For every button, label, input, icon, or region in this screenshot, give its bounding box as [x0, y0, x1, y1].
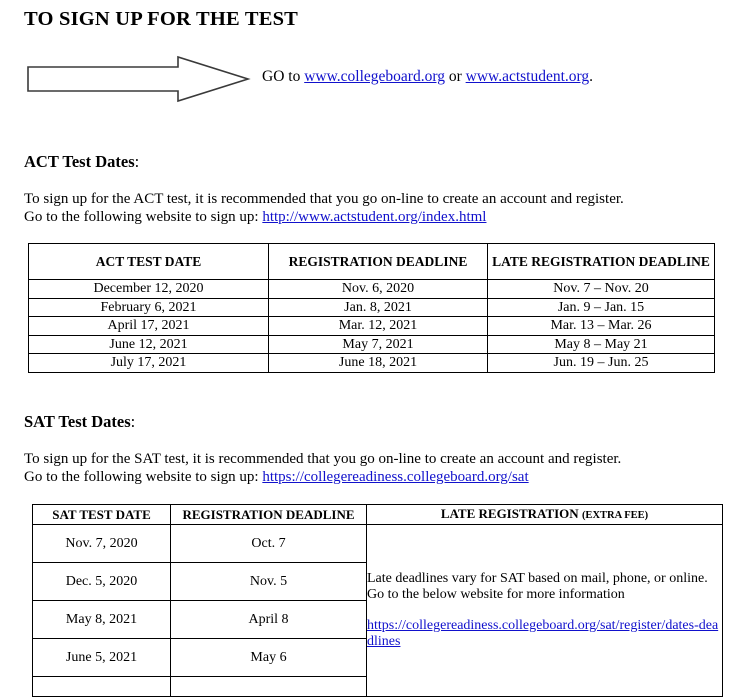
- sat-note-text: Late deadlines vary for SAT based on mail, phone, or online. Go to the below website for more information: [367, 570, 708, 602]
- sat-intro-line1: To sign up for the SAT test, it is recommended that you go on-line to create an account and register.: [24, 451, 622, 467]
- sat-intro-prefix: Go to the following website to sign up:: [24, 468, 263, 485]
- goto-suffix: .: [589, 68, 594, 85]
- table-row: [33, 525, 723, 563]
- act-col-header-test-date: ACT TEST DATE: [29, 244, 269, 280]
- sat-signup-link[interactable]: https://collegereadiness.collegeboard.org/sat: [262, 468, 529, 485]
- act-cell-registration-deadline: June 18, 2021: [269, 354, 488, 373]
- act-cell-late-registration: Nov. 7 – Nov. 20: [488, 280, 715, 299]
- sat-section-heading: [24, 412, 135, 432]
- act-cell-registration-deadline: Jan. 8, 2021: [269, 298, 488, 317]
- right-block-arrow-icon: [26, 55, 251, 103]
- act-cell-test-date: February 6, 2021: [29, 298, 269, 317]
- sat-intro-paragraph: [24, 451, 621, 486]
- act-heading-colon: :: [134, 152, 140, 171]
- act-heading-text: ACT Test Dates: [24, 152, 135, 171]
- collegeboard-link[interactable]: www.collegeboard.org: [304, 68, 445, 85]
- sat-dates-deadlines-link[interactable]: https://collegereadiness.collegeboard.org/sat/register/dates-deadlines: [367, 617, 719, 649]
- act-col-header-registration-deadline: REGISTRATION DEADLINE: [269, 244, 488, 280]
- sat-late-registration-main: LATE REGISTRATION: [440, 506, 582, 521]
- sat-test-dates-table: [32, 504, 723, 697]
- sat-intro-line2: [24, 469, 621, 487]
- act-cell-late-registration: Mar. 13 – Mar. 26: [488, 317, 715, 336]
- page-title: TO SIGN UP FOR THE TEST: [24, 8, 299, 30]
- act-intro-line2: [24, 209, 624, 227]
- table-row: [29, 280, 715, 299]
- act-cell-test-date: June 12, 2021: [29, 335, 269, 354]
- sat-cell-test-date: Dec. 5, 2020: [33, 563, 171, 601]
- sat-cell-test-date: Nov. 7, 2020: [33, 525, 171, 563]
- act-cell-test-date: July 17, 2021: [29, 354, 269, 373]
- sat-heading-text: SAT Test Dates: [24, 412, 131, 431]
- act-section-heading: [24, 152, 139, 172]
- act-intro-prefix: Go to the following website to sign up:: [24, 208, 263, 225]
- sat-heading-colon: :: [130, 412, 136, 431]
- sat-col-header-late-registration: [367, 505, 723, 525]
- act-signup-link[interactable]: http://www.actstudent.org/index.html: [262, 208, 487, 225]
- sat-table-header-row: [33, 505, 723, 525]
- sat-cell-registration-deadline: Oct. 7: [171, 525, 367, 563]
- sat-col-header-test-date: SAT TEST DATE: [33, 505, 171, 525]
- act-cell-late-registration: Jan. 9 – Jan. 15: [488, 298, 715, 317]
- act-col-header-late-registration-deadline: LATE REGISTRATION DEADLINE: [488, 244, 715, 280]
- table-row: [29, 354, 715, 373]
- sat-col-header-registration-deadline: REGISTRATION DEADLINE: [171, 505, 367, 525]
- actstudent-link[interactable]: www.actstudent.org: [465, 68, 590, 85]
- act-intro-paragraph: [24, 191, 624, 226]
- act-cell-late-registration: Jun. 19 – Jun. 25: [488, 354, 715, 373]
- act-cell-late-registration: May 8 – May 21: [488, 335, 715, 354]
- sat-cell-test-date: June 5, 2021: [33, 639, 171, 677]
- act-cell-test-date: December 12, 2020: [29, 280, 269, 299]
- act-cell-registration-deadline: Nov. 6, 2020: [269, 280, 488, 299]
- sat-cell-test-date-empty: [33, 677, 171, 697]
- table-row: [29, 335, 715, 354]
- goto-middle: or: [444, 68, 466, 85]
- act-test-dates-table: [28, 243, 715, 373]
- act-table-header-row: [29, 244, 715, 280]
- table-row: [29, 317, 715, 336]
- sat-late-registration-extra-fee: (EXTRA FEE): [581, 510, 649, 521]
- act-cell-registration-deadline: Mar. 12, 2021: [269, 317, 488, 336]
- sat-cell-registration-deadline-empty: [171, 677, 367, 697]
- act-intro-line1: To sign up for the ACT test, it is recommended that you go on-line to create an account and register.: [24, 191, 624, 207]
- act-cell-registration-deadline: May 7, 2021: [269, 335, 488, 354]
- sat-cell-registration-deadline: May 6: [171, 639, 367, 677]
- sat-cell-registration-deadline: Nov. 5: [171, 563, 367, 601]
- act-cell-test-date: April 17, 2021: [29, 317, 269, 336]
- sat-cell-registration-deadline: April 8: [171, 601, 367, 639]
- goto-websites-line: [262, 67, 593, 86]
- sat-cell-test-date: May 8, 2021: [33, 601, 171, 639]
- goto-prefix: GO to: [262, 68, 305, 85]
- sat-late-registration-note: [367, 525, 723, 697]
- table-row: [29, 298, 715, 317]
